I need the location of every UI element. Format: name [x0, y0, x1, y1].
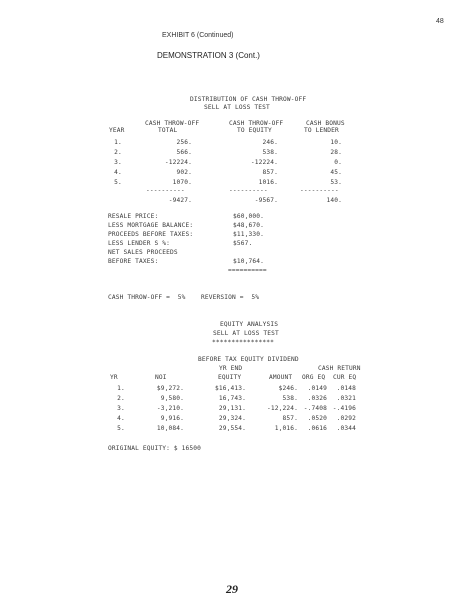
dist-row-equity: 857. — [262, 169, 278, 176]
page-number: 48 — [436, 18, 444, 25]
dist-row-lender: 0. — [334, 159, 342, 166]
equity-row-noi: -3,210. — [156, 405, 184, 412]
resale-underline: ========== — [228, 267, 267, 274]
exhibit-label: EXHIBIT 6 (Continued) — [162, 32, 234, 39]
dist-row-equity: 1016. — [258, 179, 278, 186]
equity-row-amount: -12,224. — [266, 405, 298, 412]
dist-total-equity: -9567. — [254, 197, 278, 204]
equity-subtitle: SELL AT LOSS TEST — [213, 330, 279, 337]
dist-total-total: -9427. — [168, 197, 192, 204]
yr-end-header-bottom: EQUITY — [218, 374, 242, 381]
resale-label: NET SALES PROCEEDS — [108, 249, 178, 256]
resale-label: LESS MORTGAGE BALANCE: — [108, 222, 194, 229]
equity-row-yr: 1. — [117, 385, 125, 392]
dist-row-lender: 28. — [330, 149, 342, 156]
cur-eq-header: CUR EQ — [333, 374, 357, 381]
col-lender-header-top: CASH BONUS — [306, 120, 345, 127]
equity-row-cur-eq: .0148 — [336, 385, 356, 392]
dist-row-year: 4. — [114, 169, 122, 176]
yr-header: YR — [110, 374, 118, 381]
dist-row-total: 902. — [176, 169, 192, 176]
equity-row-yr: 3. — [117, 405, 125, 412]
equity-row-yr: 2. — [117, 395, 125, 402]
dist-row-year: 3. — [114, 159, 122, 166]
resale-label: RESALE PRICE: — [108, 213, 159, 220]
dist-row-year: 5. — [114, 179, 122, 186]
cash-throwoff-reversion-line: CASH THROW-OFF = 5% REVERSION = 5% — [108, 294, 260, 301]
equity-row-amount: 1,016. — [274, 425, 298, 432]
equity-row-yr: 5. — [117, 425, 125, 432]
resale-label: LESS LENDER S %: — [108, 240, 171, 247]
org-eq-header: ORG EQ — [302, 374, 326, 381]
equity-row-org-eq: .0326 — [307, 395, 327, 402]
dist-row-year: 1. — [114, 139, 122, 146]
equity-row-cur-eq: -.4196 — [332, 405, 356, 412]
amount-header: AMOUNT — [269, 374, 293, 381]
demonstration-title: DEMONSTRATION 3 (Cont.) — [157, 51, 260, 60]
equity-row-org-eq: .0616 — [307, 425, 327, 432]
resale-value: $567. — [233, 240, 253, 247]
equity-row-cur-eq: .0292 — [336, 415, 356, 422]
dist-rule: ---------- — [229, 187, 268, 194]
distribution-title: DISTRIBUTION OF CASH THROW-OFF — [190, 96, 307, 103]
resale-value: $10,764. — [233, 258, 265, 265]
col-lender-header-bottom: TO LENDER — [304, 127, 339, 134]
dist-rule: ---------- — [300, 187, 339, 194]
equity-row-noi: 10,084. — [156, 425, 184, 432]
col-total-header-bottom: TOTAL — [158, 127, 178, 134]
dividend-section-title: BEFORE TAX EQUITY DIVIDEND — [198, 356, 299, 363]
col-equity-header-bottom: TO EQUITY — [237, 127, 272, 134]
year-header: YEAR — [109, 127, 125, 134]
equity-row-yr-end: 29,131. — [218, 405, 246, 412]
equity-row-noi: 9,580. — [160, 395, 184, 402]
equity-row-cur-eq: .0344 — [336, 425, 356, 432]
equity-title: EQUITY ANALYSIS — [220, 321, 279, 328]
dist-row-total: -12224. — [164, 159, 192, 166]
distribution-subtitle: SELL AT LOSS TEST — [204, 104, 270, 111]
equity-row-noi: $9,272. — [156, 385, 184, 392]
dist-total-lender: 140. — [326, 197, 342, 204]
resale-label: BEFORE TAXES: — [108, 258, 159, 265]
equity-row-amount: 857. — [282, 415, 298, 422]
equity-row-yr-end: 29,324. — [218, 415, 246, 422]
dist-row-total: 1070. — [172, 179, 192, 186]
dist-row-equity: 246. — [262, 139, 278, 146]
equity-row-amount: $246. — [278, 385, 298, 392]
col-total-header-top: CASH THROW-OFF — [145, 120, 200, 127]
dist-row-total: 256. — [176, 139, 192, 146]
equity-row-org-eq: .0149 — [307, 385, 327, 392]
equity-row-amount: 538. — [282, 395, 298, 402]
dist-row-lender: 53. — [330, 179, 342, 186]
equity-row-yr-end: $16,413. — [214, 385, 246, 392]
equity-row-cur-eq: .0321 — [336, 395, 356, 402]
cash-return-header: CASH RETURN — [318, 365, 361, 372]
yr-end-header-top: YR END — [219, 365, 243, 372]
footer-page-number: 29 — [226, 582, 238, 596]
equity-row-noi: 9,916. — [160, 415, 184, 422]
resale-value: $48,670. — [233, 222, 265, 229]
dist-row-total: 566. — [176, 149, 192, 156]
dist-rule: ---------- — [146, 187, 185, 194]
noi-header: NOI — [155, 374, 167, 381]
resale-label: PROCEEDS BEFORE TAXES: — [108, 231, 194, 238]
resale-value: $60,000. — [233, 213, 265, 220]
equity-row-yr-end: 29,554. — [218, 425, 246, 432]
original-equity: ORIGINAL EQUITY: $ 16500 — [108, 445, 202, 452]
equity-stars: **************** — [212, 339, 275, 346]
equity-row-org-eq: -.7408 — [303, 405, 327, 412]
equity-row-yr: 4. — [117, 415, 125, 422]
resale-value: $11,330. — [233, 231, 265, 238]
dist-row-equity: -12224. — [250, 159, 278, 166]
equity-row-org-eq: .0520 — [307, 415, 327, 422]
dist-row-lender: 10. — [330, 139, 342, 146]
dist-row-year: 2. — [114, 149, 122, 156]
dist-row-lender: 45. — [330, 169, 342, 176]
equity-row-yr-end: 16,743. — [218, 395, 246, 402]
col-equity-header-top: CASH THROW-OFF — [229, 120, 284, 127]
dist-row-equity: 538. — [262, 149, 278, 156]
